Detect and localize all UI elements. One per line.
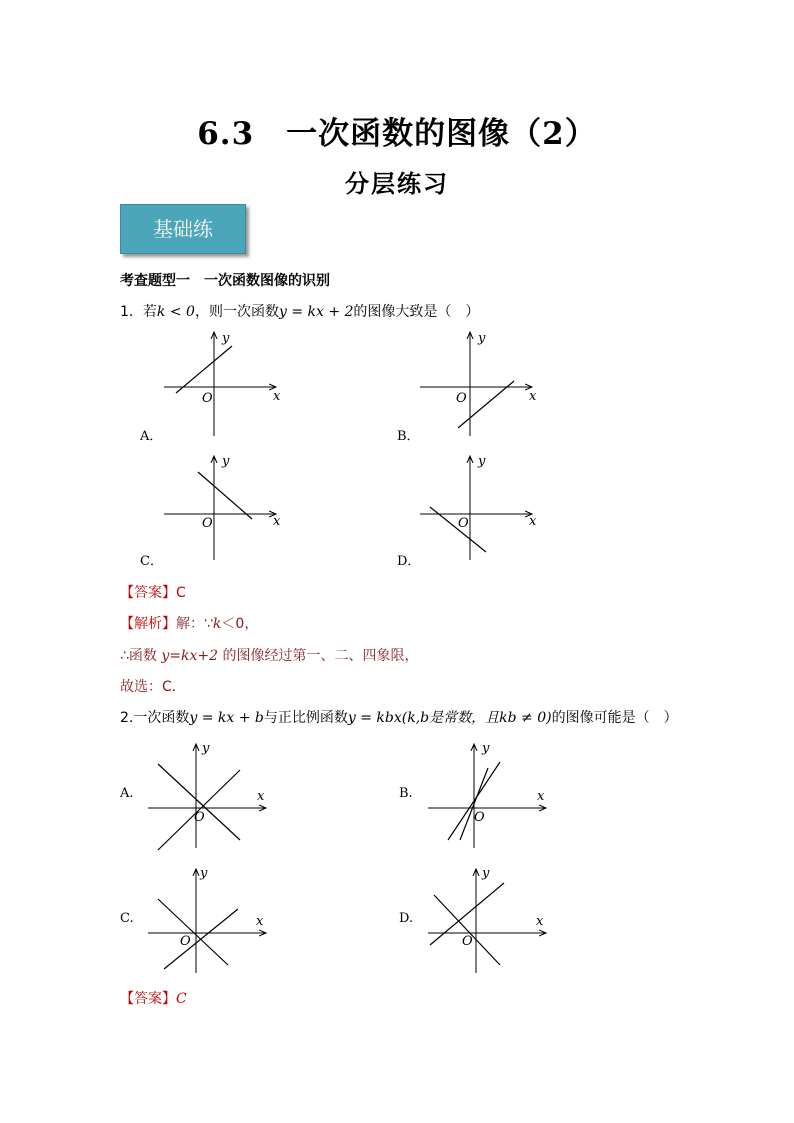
q2-option-c: C. [120, 911, 134, 926]
graph-line-2 [164, 909, 238, 969]
x-axis-label: x [536, 914, 544, 929]
q2-graph-a [144, 740, 274, 856]
x-axis-label: x [257, 789, 265, 804]
answer-1-value: C [176, 585, 186, 601]
q1-option-d: D． [397, 554, 421, 569]
analysis-1-cond-tail: ＜0， [221, 616, 259, 632]
page-title: 6.3 一次函数的图像（2） [197, 116, 597, 152]
analysis-1-bracket: 【解析】 [120, 616, 176, 632]
origin-label: O [458, 516, 469, 531]
q1-option-a: A． [140, 429, 163, 444]
q2-graph-c-svg [144, 865, 274, 977]
y-axis-label: y [200, 866, 208, 881]
q1-graph-c [160, 452, 290, 568]
q1-graph-d [416, 452, 546, 568]
q2-prefix: 2.一次函数 [120, 710, 190, 726]
x-axis-label: x [537, 789, 545, 804]
y-axis-label: y [202, 741, 210, 756]
graph-line-1 [158, 764, 240, 840]
section-heading: 考查题型一 一次函数图像的识别 [120, 273, 330, 289]
q1-condition: k < 0 [156, 304, 195, 320]
origin-label: O [474, 810, 485, 825]
origin-label: O [202, 516, 213, 531]
origin-label: O [462, 934, 473, 949]
q2-option-d: D. [399, 911, 414, 926]
q1-tail: 的图像大致是（ ） [353, 304, 480, 320]
analysis-1-line2-tail: 的图像经过第一、二、四象限， [218, 648, 419, 664]
q2-func1: y = kx + b [189, 710, 264, 726]
q1-option-b: B． [397, 429, 420, 444]
q1-number: 1．若 [120, 304, 157, 320]
y-axis-label: y [222, 331, 230, 346]
analysis-1-intro: 解：∵ [176, 616, 213, 632]
y-axis-label: y [222, 454, 230, 469]
q1-graph-a [160, 328, 290, 444]
question-1 [120, 301, 479, 321]
analysis-1-line2-func: y=kx+2 [161, 648, 219, 664]
q2-mid: 与正比例函数 [263, 710, 348, 726]
q2-graph-b [424, 740, 554, 856]
x-axis-label: x [273, 514, 281, 529]
x-axis-label: x [273, 389, 281, 404]
origin-label: O [180, 934, 191, 949]
q2-func2: y = kbx [347, 710, 402, 726]
q1-graph-a-svg [160, 328, 290, 440]
origin-label: O [194, 810, 205, 825]
q2-tail: 的图像可能是（ ） [551, 710, 678, 726]
y-axis-label: y [482, 866, 490, 881]
q2-paren: (k,b是常数，且kb ≠ 0) [401, 710, 552, 726]
graph-line-2 [434, 895, 500, 965]
x-axis-label: x [256, 914, 264, 929]
q1-graph-b-svg [416, 328, 546, 440]
page-subtitle: 分层练习 [345, 169, 449, 198]
q1-graph-b [416, 328, 546, 444]
graph-line [198, 472, 252, 519]
q1-option-c: C． [140, 554, 163, 569]
origin-label: O [456, 391, 467, 406]
answer-1 [120, 582, 186, 602]
q1-graph-c-svg [160, 452, 290, 564]
q1-graph-d-svg [416, 452, 546, 564]
question-2 [120, 707, 678, 727]
answer-2-bracket: 【答案】 [120, 991, 176, 1007]
q2-option-b: B. [399, 786, 413, 801]
q1-mid: ，则一次函数 [194, 304, 279, 320]
graph-line [176, 346, 232, 393]
y-axis-label: y [478, 454, 486, 469]
q2-graph-b-svg [424, 740, 554, 852]
analysis-1-line2-prefix: ∴函数 [120, 648, 162, 664]
answer-1-bracket: 【答案】 [120, 585, 176, 601]
analysis-1-line3: 故选：C． [120, 679, 186, 695]
analysis-1 [120, 613, 258, 633]
level-badge: 基础练 [120, 204, 246, 254]
x-axis-label: x [529, 389, 537, 404]
answer-2-value: C [176, 991, 187, 1007]
q2-graph-d [424, 865, 554, 981]
q2-graph-c [144, 865, 274, 981]
answer-2 [120, 988, 187, 1008]
q2-graph-d-svg [424, 865, 554, 977]
graph-line-1 [158, 899, 228, 965]
q2-graph-a-svg [144, 740, 274, 852]
analysis-1-cond: k [212, 616, 222, 632]
analysis-1-line2 [120, 645, 418, 665]
q1-function: y = kx + 2 [278, 304, 354, 320]
q2-option-a: A. [120, 786, 134, 801]
y-axis-label: y [478, 331, 486, 346]
origin-label: O [202, 391, 213, 406]
x-axis-label: x [529, 514, 537, 529]
y-axis-label: y [482, 741, 490, 756]
